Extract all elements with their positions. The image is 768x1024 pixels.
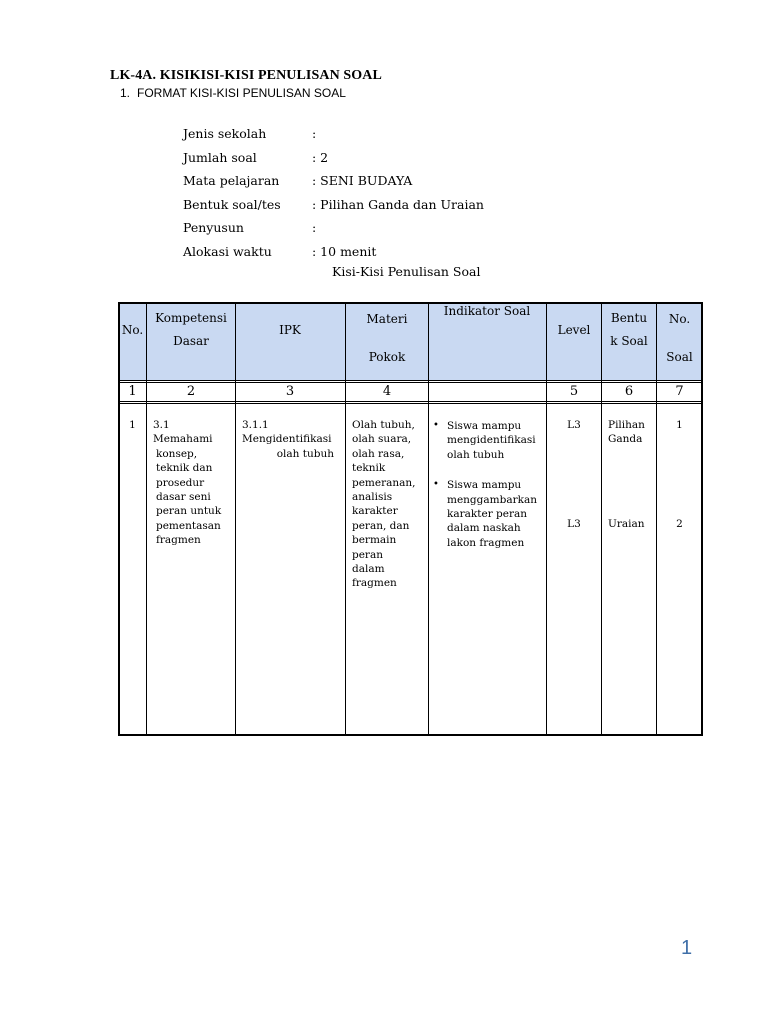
header-line: Kompetensi	[155, 311, 227, 325]
indikator-line: dalam naskah	[447, 522, 521, 535]
materi-line: pemeranan,	[352, 476, 416, 489]
materi-line: analisis	[352, 491, 393, 504]
materi-line: teknik	[352, 462, 386, 475]
row-level-2: L3	[567, 518, 581, 530]
indikator-line: menggambarkan	[447, 493, 537, 506]
header-no-text: No.	[121, 323, 144, 337]
column-number: 6	[624, 384, 634, 399]
bullet-icon: •	[433, 479, 439, 491]
row-level-1: L3	[567, 419, 581, 431]
row-no-soal-2: 2	[676, 518, 683, 530]
indikator-list	[429, 419, 545, 550]
row-indikator-soal	[429, 419, 545, 550]
column-number: 1	[128, 384, 137, 399]
info-value: :	[312, 126, 317, 142]
kd-line: fragmen	[156, 534, 201, 547]
indikator-line: Siswa mampu	[447, 420, 522, 432]
section-heading-text: FORMAT KISI-KISI PENULISAN SOAL	[137, 86, 346, 100]
header-ipk-text: IPK	[279, 323, 301, 337]
row-kompetensi-dasar	[153, 418, 235, 548]
row-no-soal-1: 1	[676, 419, 683, 431]
kd-line: dasar seni	[156, 491, 211, 504]
materi-line: karakter	[352, 505, 398, 518]
header-indikator-text: Indikator Soal	[443, 304, 531, 318]
info-label: Penyusun	[183, 220, 244, 236]
info-row-jumlah-soal	[183, 146, 484, 170]
header-level	[546, 319, 602, 342]
materi-line: olah suara,	[352, 433, 412, 446]
header-line: Bentu	[610, 311, 648, 325]
info-row-bentuk-soal	[183, 193, 484, 217]
column-number: 5	[569, 384, 579, 399]
info-value: :	[312, 220, 317, 236]
indikator-line: Siswa mampu	[447, 479, 522, 492]
row-bentuk-soal-2: Uraian	[608, 518, 645, 530]
materi-line: bermain	[352, 534, 397, 547]
ipk-line: olah tubuh	[276, 447, 334, 460]
column-rule	[146, 302, 147, 736]
row-bentuk-soal-1	[608, 418, 656, 447]
bentuk-line: Ganda	[608, 433, 643, 446]
page-number: 1	[681, 937, 693, 959]
kd-line: pementasan	[156, 519, 221, 532]
indikator-item	[429, 478, 545, 550]
kd-line: Memahami	[153, 433, 213, 446]
materi-line: dalam	[352, 563, 385, 576]
kd-number: 3.1	[153, 419, 170, 431]
row-ipk	[242, 418, 344, 461]
header-bentuk-soal	[601, 307, 657, 353]
materi-line: fragmen	[352, 577, 397, 590]
info-row-alokasi-waktu	[183, 240, 484, 264]
indikator-line: olah tubuh	[447, 448, 505, 461]
materi-line: peran, dan	[352, 519, 410, 532]
kd-line: konsep,	[156, 447, 198, 460]
info-label: Mata pelajaran	[183, 173, 280, 189]
column-number: 2	[186, 384, 196, 399]
header-kompetensi-dasar	[146, 307, 236, 353]
info-value: : 10 menit	[312, 243, 377, 259]
kisi-kisi-table	[118, 302, 703, 736]
header-line: No.	[668, 312, 691, 326]
rule	[118, 380, 703, 381]
table-caption: Kisi-Kisi Penulisan Soal	[332, 264, 481, 279]
rule	[118, 401, 703, 402]
column-number: 3	[285, 384, 295, 399]
section-heading	[120, 86, 346, 100]
header-ipk	[235, 319, 345, 342]
info-label: Jenis sekolah	[183, 126, 267, 142]
info-row-mata-pelajaran	[183, 169, 484, 193]
materi-line: peran	[352, 548, 383, 561]
indikator-line: karakter peran	[447, 508, 528, 521]
column-number: 4	[382, 384, 392, 399]
info-value: : Pilihan Ganda dan Uraian	[312, 196, 484, 212]
document-title: LK-4A. KISIKISI-KISI PENULISAN SOAL	[110, 68, 382, 83]
header-line: Soal	[666, 350, 693, 364]
kd-line: prosedur	[156, 476, 205, 489]
header-line: Pokok	[368, 350, 406, 364]
header-indikator-soal	[428, 300, 546, 323]
info-row-penyusun	[183, 216, 484, 240]
header-level-text: Level	[557, 323, 591, 337]
indikator-item	[429, 419, 545, 462]
header-line: k Soal	[610, 334, 648, 348]
ipk-number: 3.1.1	[242, 419, 269, 431]
row-materi-pokok	[352, 418, 428, 591]
kd-line: teknik dan	[156, 462, 213, 475]
bullet-icon: •	[433, 420, 439, 431]
info-block	[183, 122, 484, 263]
rule	[118, 403, 703, 404]
header-no	[118, 319, 147, 342]
column-number: 7	[675, 384, 684, 399]
column-rule	[235, 302, 236, 736]
ipk-line: Mengidentifikasi	[242, 433, 332, 446]
header-materi-pokok	[345, 300, 429, 376]
info-label: Jumlah soal	[183, 149, 257, 165]
info-value: : SENI BUDAYA	[312, 173, 413, 189]
materi-line: Olah tubuh,	[352, 419, 415, 431]
kd-line: peran untuk	[156, 505, 222, 518]
indikator-line: lakon fragmen	[447, 536, 525, 549]
row-no: 1	[129, 419, 136, 431]
materi-line: olah rasa,	[352, 447, 405, 460]
section-number: 1.	[120, 86, 131, 100]
info-label: Alokasi waktu	[183, 243, 272, 259]
header-no-soal	[656, 300, 703, 376]
info-label: Bentuk soal/tes	[183, 196, 281, 212]
header-line: Dasar	[173, 334, 209, 348]
info-row-jenis-sekolah	[183, 122, 484, 146]
indikator-line: mengidentifikasi	[447, 434, 536, 447]
info-value: : 2	[312, 149, 329, 165]
header-line: Materi	[366, 312, 408, 326]
bentuk-line: Pilihan	[608, 419, 645, 431]
